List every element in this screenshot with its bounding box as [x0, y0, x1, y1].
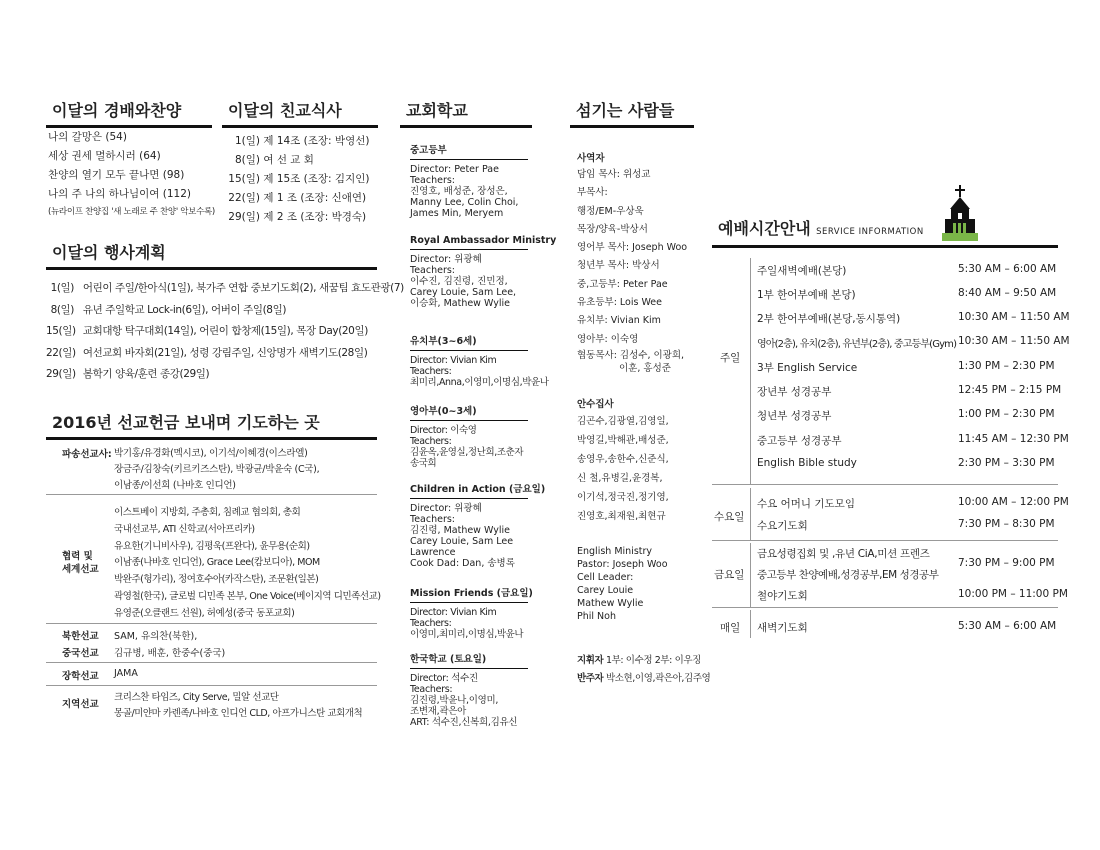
event-text: 교회대항 탁구대회(14일), 어린이 합창제(15일), 목장 Day(20일) — [82, 325, 368, 337]
missions-table — [46, 444, 381, 728]
fellowship-row — [222, 170, 369, 189]
missions-group-dispatched — [46, 444, 377, 495]
fellowship-date: 15(일) — [228, 173, 260, 185]
school-section — [410, 333, 549, 388]
school-section-title: 한국학교 (토요일) — [410, 651, 528, 669]
service-day-label: 매일 — [720, 622, 741, 634]
service-name: 1부 한어부예배 본당) — [757, 289, 856, 301]
service-subtitle: SERVICE INFORMATION — [816, 227, 924, 237]
missions-line: 이남종(나바호 인디언), Grace Lee(캄보디아), MOM — [114, 557, 320, 569]
event-text: 유년 주일학교 Lock-in(6일), 어버이 주일(8일) — [82, 303, 287, 316]
missions-group-label: 중국선교 — [62, 648, 99, 659]
deacons-list — [577, 412, 669, 526]
fellowship-date: 1(일) — [234, 135, 260, 147]
minister-line: 유치부: Vivian Kim — [577, 315, 661, 327]
em-line: Carey Louie — [577, 585, 634, 596]
service-name: 청년부 성경공부 — [757, 410, 832, 422]
deacon-line: 신 철,유병길,윤경복, — [577, 473, 663, 484]
service-daily-block — [712, 610, 1058, 638]
missions-line: JAMA — [114, 668, 138, 679]
missions-line: 장금주/김창숙(키르키즈스탄), 박광균/박윤숙 (C국), — [114, 464, 320, 475]
service-time: 1:30 PM – 2:30 PM — [958, 360, 1055, 372]
fellowship-date: 29(일) — [228, 211, 260, 223]
missions-title: 2016년 선교헌금 보내며 기도하는 곳 — [46, 410, 377, 440]
school-section — [410, 403, 528, 469]
em-line: Pastor: Joseph Woo — [577, 559, 668, 570]
service-time: 7:30 PM – 8:30 PM — [958, 518, 1055, 530]
school-section-body: Director: 위광혜 Teachers: 이수진, 김진령, 진민정, Carey Louie, Sam Lee, 이승화, Mathew Wylie — [410, 254, 517, 309]
service-time: 7:30 PM – 9:00 PM — [958, 557, 1055, 569]
event-text: 어린이 주일/한아식(1일), 북가주 연합 중보기도회(2), 새꿈팀 효도관광(7) — [82, 282, 404, 294]
missions-group-local — [46, 686, 377, 728]
church-icon — [942, 185, 978, 241]
fellowship-row — [222, 189, 369, 208]
fellowship-text: 여 선 교 회 — [263, 154, 314, 166]
school-section — [410, 235, 557, 309]
school-section-body: Director: Peter Pae Teachers: 진영호, 배성준, 장성은, Manny Lee, Colin Choi, James Min, Meryem — [410, 164, 519, 219]
event-row — [46, 364, 404, 386]
hymn-item: 나의 갈망은 (54) — [48, 131, 127, 143]
missions-line: 크리스찬 타임즈, City Serve, 밀알 선교단 — [114, 692, 279, 703]
missions-group-body — [114, 690, 362, 722]
event-row — [46, 278, 404, 300]
missions-group-body — [114, 446, 319, 494]
missions-group-label: 지역선교 — [62, 699, 99, 710]
service-name: 금요성령집회 및 ,유년 CiA,미션 프렌즈 — [757, 548, 930, 560]
missions-line: 유요한(기니비사우), 김평욱(프완다), 윤무용(순회) — [114, 540, 310, 552]
service-name: 2부 한어부예배(본당,동시통역) — [757, 313, 901, 325]
school-title: 교회학교 — [400, 98, 532, 128]
service-time: 10:30 AM – 11:50 AM — [958, 311, 1070, 323]
em-line: Phil Noh — [577, 611, 616, 622]
school-section-title: 중고등부 — [410, 142, 528, 160]
service-day-label: 주일 — [720, 352, 741, 364]
deacon-line: 이기석,정국진,정기영, — [577, 492, 669, 503]
fellowship-row — [222, 132, 369, 151]
minister-line: 부목사: — [577, 187, 608, 199]
fellowship-row — [222, 208, 369, 227]
fellowship-text: 제 15조 (조장: 김지인) — [263, 173, 370, 185]
conductor-label: 지휘자 — [577, 655, 604, 666]
missions-group-partners — [46, 495, 381, 624]
missions-line: SAM, 유의찬(북한), — [114, 631, 198, 642]
fellowship-row — [222, 151, 369, 170]
event-row — [46, 321, 404, 343]
service-time: 1:00 PM – 2:30 PM — [958, 408, 1055, 420]
service-name: 새벽기도회 — [757, 622, 808, 634]
service-time: 10:00 PM – 11:00 PM — [958, 588, 1068, 600]
service-wed-block — [712, 488, 1069, 541]
service-time: 8:40 AM – 9:50 AM — [958, 287, 1057, 299]
service-title: 예배시간안내 — [718, 219, 811, 238]
school-section-title: Mission Friends (금요일) — [410, 585, 528, 603]
service-header — [712, 216, 1058, 248]
minister-line: 협동목사: 김성수, 이광희, — [577, 349, 685, 361]
missions-line: 몽골/미얀마 카렌족/나바호 인디언 CLD, 아프가니스탄 교회개척 — [114, 708, 363, 719]
missions-line: 이남종/이선희 (나바호 인디언) — [114, 480, 236, 491]
school-section-body: Director: 위광혜 Teachers: 김진령, Mathew Wylie Carey Louie, Sam Lee Lawrence Cook Dad: Dan, 송병록 — [410, 503, 515, 569]
service-name: 장년부 성경공부 — [757, 386, 832, 398]
em-line: English Ministry — [577, 546, 653, 557]
missions-line: 이스트베이 지방회, 주총회, 침례교 협의회, 총회 — [114, 507, 301, 518]
hymns-list — [48, 128, 215, 221]
school-section-title: Royal Ambassador Ministry — [410, 235, 528, 250]
school-section — [410, 651, 528, 728]
events-list — [46, 278, 404, 386]
deacon-line: 진영호,최재원,최현규 — [577, 511, 666, 522]
school-section-title: 유치부(3~6세) — [410, 333, 528, 351]
event-date: 1(일) — [50, 282, 74, 294]
minister-line: 목장/양육-박상서 — [577, 223, 648, 235]
hymn-item: 찬양의 열기 모두 끝나면 (98) — [48, 169, 185, 181]
service-time: 5:30 AM – 6:00 AM — [958, 263, 1057, 275]
school-section-body: Director: 석수진 Teachers: 김진령,박윤나,이영미, 조변재,곽은아 ART: 석수진,신복희,김유신 — [410, 673, 518, 728]
missions-line: 박기홍/유경화(멕시코), 이기석/이혜경(이스라엘) — [114, 448, 308, 459]
service-name: 중고등부 성경공부 — [757, 435, 842, 447]
service-time: 10:30 AM – 11:50 AM — [958, 335, 1070, 347]
missions-group-label: 파송선교사: — [62, 449, 112, 460]
school-section-body: Director: 이숙영 Teachers: 김윤옥,윤영실,정난희,조춘자 송국희 — [410, 425, 524, 469]
service-divider — [750, 488, 751, 540]
missions-group-nk-china — [46, 624, 377, 663]
servants-title: 섬기는 사람들 — [570, 98, 694, 128]
hymn-item: 세상 권세 멸하시러 (64) — [48, 150, 161, 162]
fellowship-text: 제 14조 (조장: 박영선) — [263, 135, 370, 147]
service-divider — [750, 258, 751, 484]
service-fri-block — [712, 543, 1068, 608]
school-section-body: Director: Vivian Kim Teachers: 이영미,최미리,이명심,박윤나 — [410, 607, 524, 640]
service-name: 수요기도회 — [757, 520, 808, 532]
english-ministry — [577, 545, 668, 623]
conductor-row — [577, 652, 701, 666]
em-line: Mathew Wylie — [577, 598, 644, 609]
school-section — [410, 481, 546, 569]
service-day-label: 금요일 — [714, 569, 745, 581]
event-date: 8(일) — [50, 303, 74, 316]
ministers-title: 사역자 — [577, 153, 605, 164]
fellowship-text: 제 1 조 (조장: 신애연) — [263, 192, 367, 204]
minister-line: 담임 목사: 위성교 — [577, 169, 651, 180]
service-name: 영아(2층), 유치(2층), 유년부(2층), 중고등부(Gym) — [757, 339, 957, 350]
missions-group-label: 북한선교 — [62, 631, 99, 642]
fellowship-date: 22(일) — [228, 192, 260, 204]
minister-line: 이훈, 홍성준 — [619, 362, 671, 374]
service-name: English Bible study — [757, 457, 857, 469]
missions-line: 김규병, 배훈, 한중수(중국) — [114, 648, 226, 659]
event-text: 봄학기 양육/훈련 종강(29일) — [82, 368, 210, 380]
service-time: 11:45 AM – 12:30 PM — [958, 433, 1069, 445]
missions-group-label: 장학선교 — [62, 671, 99, 682]
service-divider — [750, 610, 751, 638]
deacons-title: 안수집사 — [577, 399, 614, 410]
service-name: 주일새벽예배(본당) — [757, 265, 847, 277]
minister-line: 행정/EM-우상욱 — [577, 205, 644, 217]
school-section — [410, 585, 533, 640]
service-divider — [750, 543, 751, 607]
minister-line: 영어부 목사: Joseph Woo — [577, 242, 688, 254]
service-name: 철야기도회 — [757, 590, 808, 602]
event-date: 29(일) — [46, 368, 76, 380]
service-time: 10:00 AM – 12:00 PM — [958, 496, 1069, 508]
missions-line: 유영준(오클랜드 선원), 허예성(중국 동포교회) — [114, 607, 295, 619]
missions-line: 국내선교부, ATI 신학교(서아프리카) — [114, 523, 255, 535]
missions-group-scholarship — [46, 663, 377, 686]
missions-group-label: 협력 및 세계선교 — [62, 551, 99, 575]
event-row — [46, 300, 404, 322]
accompanist-label: 반주자 — [577, 673, 604, 684]
minister-line: 영아부: 이숙영 — [577, 333, 639, 345]
events-title: 이달의 행사계획 — [46, 240, 377, 270]
school-section-body: Director: Vivian Kim Teachers: 최미리,Anna,이영미,이명심,박윤나 — [410, 355, 549, 388]
em-line: Cell Leader: — [577, 572, 634, 583]
minister-line: 중,고등부: Peter Pae — [577, 278, 668, 290]
service-sunday-block — [712, 258, 1070, 485]
conductor-text: 1부: 이수정 2부: 이우징 — [605, 655, 701, 666]
missions-line: 박완주(헝가리), 정여호수아(카작스탄), 조문환(일본) — [114, 574, 319, 586]
fellowship-list — [222, 132, 369, 227]
service-time: 5:30 AM – 6:00 AM — [958, 620, 1057, 632]
accompanist-text: 박소현,이영,곽은아,김주영 — [605, 673, 711, 684]
fellowship-title: 이달의 친교식사 — [222, 98, 378, 128]
event-date: 15(일) — [46, 325, 76, 337]
minister-line: 유초등부: Lois Wee — [577, 297, 663, 309]
missions-group-body — [114, 505, 381, 623]
service-name: 중고등부 찬양예배,성경공부,EM 성경공부 — [757, 569, 939, 581]
service-name: 수요 어머니 기도모임 — [757, 498, 855, 510]
deacon-line: 김곤수,김광열,김영일, — [577, 416, 669, 427]
missions-line: 곽영철(한국), 글로벌 디민족 본부, One Voice(베이지역 디민족선교) — [114, 590, 381, 602]
service-time: 2:30 PM – 3:30 PM — [958, 457, 1055, 469]
fellowship-text: 제 2 조 (조장: 박경숙) — [263, 211, 367, 223]
accompanist-row — [577, 670, 710, 684]
deacon-line: 송영우,송한수,신준식, — [577, 454, 669, 465]
event-text: 여선교회 바자회(21일), 성령 강림주일, 신앙명가 새벽기도(28일) — [82, 346, 368, 359]
event-date: 22(일) — [46, 346, 76, 359]
hymn-item: 나의 주 나의 하나님이여 (112) — [48, 188, 192, 200]
fellowship-date: 8(일) — [234, 154, 260, 166]
deacon-line: 박영길,박해관,배성준, — [577, 435, 669, 446]
school-section-title: 영아부(0~3세) — [410, 403, 528, 421]
ministers-list — [577, 166, 687, 375]
minister-line: 청년부 목사: 박상서 — [577, 260, 660, 272]
school-section-title: Children in Action (금요일) — [410, 481, 528, 499]
event-row — [46, 343, 404, 365]
hymns-title: 이달의 경배와찬양 — [46, 98, 212, 128]
hymns-note: (뉴라이프 찬양집 '새 노래로 주 찬양' 악보수록) — [48, 207, 215, 217]
school-section — [410, 142, 528, 219]
service-day-label: 수요일 — [714, 511, 745, 523]
service-name: 3부 English Service — [757, 362, 858, 374]
service-time: 12:45 PM – 2:15 PM — [958, 384, 1062, 396]
